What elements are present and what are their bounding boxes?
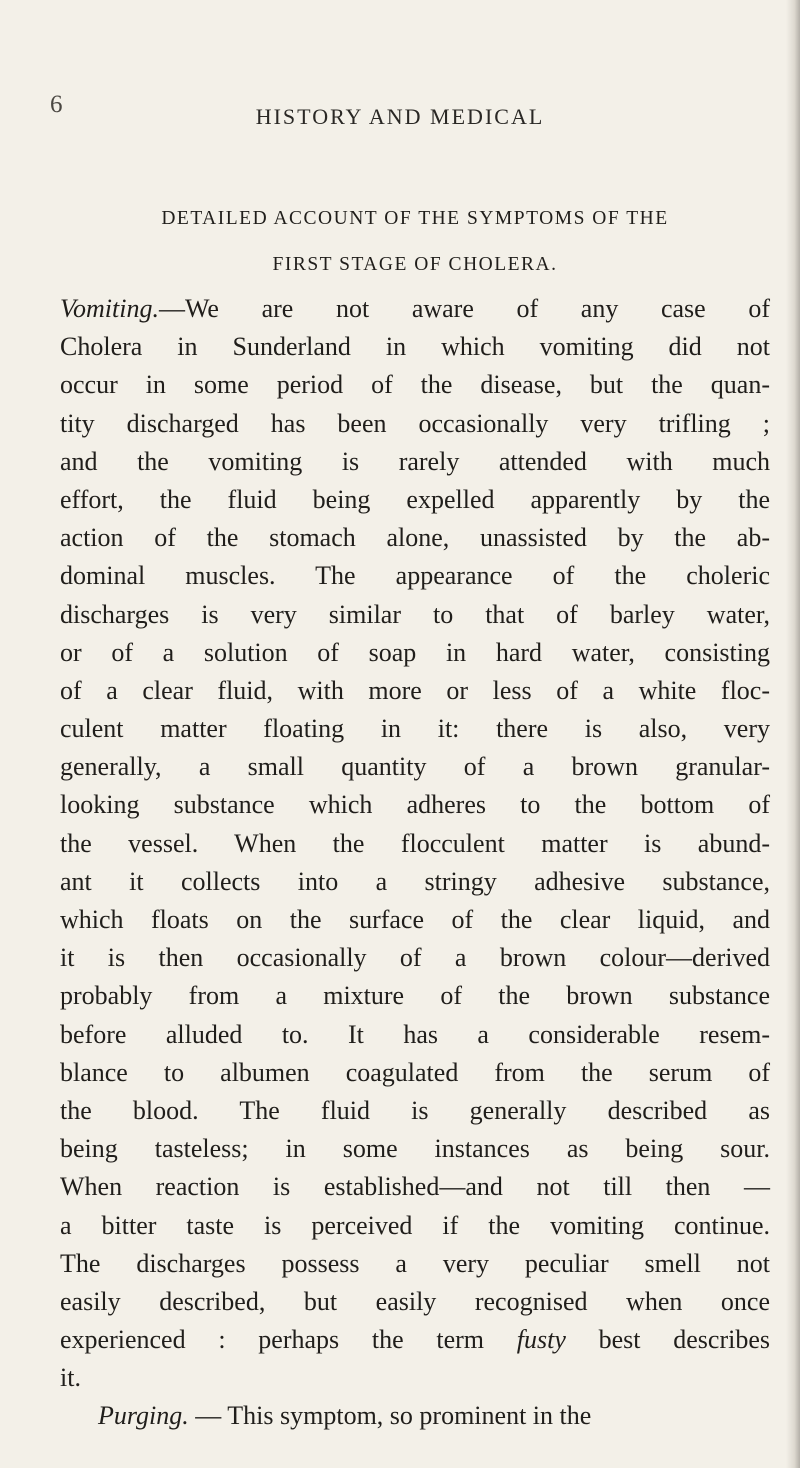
text-line: of a clear fluid, with more or less of a white floc- [60, 675, 770, 705]
text-line-fragment: — This symptom, so prominent in the [188, 1401, 592, 1431]
text-line: dominal muscles. The appearance of the choleric [60, 561, 770, 591]
text-line: When reaction is established—and not till then — [60, 1172, 770, 1202]
text-line: before alluded to. It has a considerable resem- [60, 1019, 770, 1049]
section-title-line-1: DETAILED ACCOUNT OF THE SYMPTOMS OF THE [161, 208, 669, 229]
text-line: generally, a small quantity of a brown granular- [60, 752, 770, 782]
text-line: tity discharged has been occasionally very trifling ; [60, 408, 770, 438]
text-line [60, 1321, 770, 1359]
text-line: the vessel. When the flocculent matter is abund- [60, 828, 770, 858]
purging-heading: Purging. [98, 1401, 189, 1431]
section-title [60, 196, 770, 288]
text-line: ant it collects into a stringy adhesive substance, [60, 866, 770, 896]
text-line: the blood. The fluid is generally described as [60, 1095, 770, 1125]
page-edge-shadow [786, 0, 800, 1468]
text-line: discharges is very similar to that of barley water, [60, 599, 770, 629]
text-line: it is then occasionally of a brown colour—derived [60, 943, 770, 973]
text-line: probably from a mixture of the brown substance [60, 981, 770, 1011]
text-line: it. [60, 1363, 81, 1393]
term-fusty: fusty [516, 1325, 566, 1355]
body-text [60, 290, 770, 1436]
running-head: HISTORY AND MEDICAL [255, 104, 545, 129]
text-line: action of the stomach alone, unassisted by the ab- [60, 523, 770, 553]
vomiting-heading: Vomiting. [60, 294, 159, 323]
text-line: effort, the fluid being expelled apparently by the [60, 484, 770, 514]
text-line: Cholera in Sunderland in which vomiting did not [60, 332, 770, 362]
text-line-fragment: —We are not aware of any case of [158, 294, 770, 323]
text-line: looking substance which adheres to the bottom of [60, 790, 770, 820]
text-line: and the vomiting is rarely attended with much [60, 446, 770, 476]
text-line-fragment: experienced : perhaps the term [60, 1325, 517, 1355]
text-line: or of a solution of soap in hard water, consisting [60, 637, 770, 667]
text-line: blance to albumen coagulated from the serum of [60, 1057, 770, 1087]
text-line: easily described, but easily recognised when once [60, 1286, 770, 1316]
text-line [60, 290, 770, 328]
text-line-fragment: best describes [565, 1325, 770, 1355]
text-line [60, 1397, 770, 1435]
text-line: The discharges possess a very peculiar smell not [60, 1248, 770, 1278]
text-line: occur in some period of the disease, but the quan- [60, 370, 770, 400]
page-number: 6 [50, 91, 63, 118]
section-title-line-2: FIRST STAGE OF CHOLERA. [272, 254, 558, 275]
text-line: which floats on the surface of the clear liquid, and [60, 905, 770, 934]
text-line: a bitter taste is perceived if the vomiting continue. [60, 1210, 770, 1240]
text-line: culent matter floating in it: there is also, very [60, 714, 770, 744]
text-line: being tasteless; in some instances as being sour. [60, 1134, 770, 1164]
